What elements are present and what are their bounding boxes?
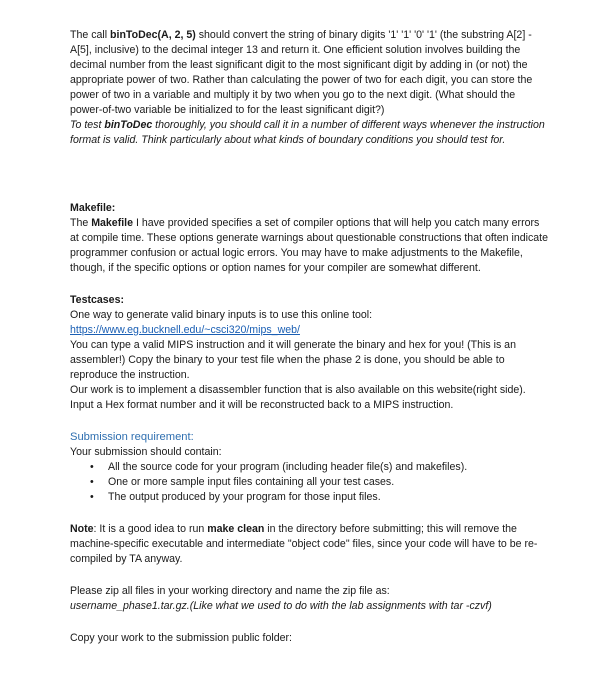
zip-instruction: Please zip all files in your working directory and name the zip file as: bbox=[70, 585, 390, 597]
function-name: binToDec bbox=[104, 119, 153, 131]
bullet-icon: • bbox=[90, 461, 94, 473]
makefile-paragraph: The Makefile I have provided specifies a set of compiler options that will help you catch many errors at compile time. These options generate warnings about questionable constructions that often indicate programmer confusion or actual logic errors. You may have to make adjustments to the Makefile, though, if the specific options or option names for your compiler are somewhat different. bbox=[70, 217, 548, 274]
intro-paragraph bbox=[70, 28, 548, 118]
testcases-paragraph: You can type a valid MIPS instruction and it will generate the binary and hex for you! (This is an assembler!) Copy the binary to your test file when the phase 2 is done, you should be able to reproduce the instruction. bbox=[70, 339, 516, 381]
testcases-heading: Testcases: bbox=[70, 294, 124, 306]
function-call: binToDec(A, 2, 5) bbox=[110, 29, 196, 41]
disassembler-paragraph: Our work is to implement a disassembler function that is also available on this website(right side). Input a Hex format number and it will be reconstructed back to a MIPS instruction. bbox=[70, 384, 526, 411]
note-label: Note bbox=[70, 523, 94, 535]
list-item: • The output produced by your program for those input files. bbox=[90, 491, 381, 503]
zip-filename-line: username_phase1.tar.gz.(Like what we used to do with the lab assignments with tar -czvf) bbox=[70, 600, 492, 612]
zip-filename: username_phase1.tar.gz. bbox=[70, 600, 190, 612]
make-clean-command: make clean bbox=[207, 523, 265, 535]
bullet-icon: • bbox=[90, 476, 94, 488]
testcases-line: One way to generate valid binary inputs is to use this online tool: bbox=[70, 309, 373, 321]
list-item: • One or more sample input files containing all your test cases. bbox=[90, 476, 395, 488]
copy-instruction: Copy your work to the submission public folder: bbox=[70, 632, 292, 644]
submission-list bbox=[70, 460, 548, 505]
submission-heading: Submission requirement: bbox=[70, 431, 194, 443]
document-page bbox=[70, 28, 548, 646]
intro-text: The call bbox=[70, 29, 111, 41]
assembler-link[interactable]: https://www.eg.bucknell.edu/~csci320/mips_web/ bbox=[70, 324, 300, 336]
bullet-icon: • bbox=[90, 491, 94, 503]
intro-text-cont: should convert the string of binary digits '1' '1' '0' '1' (the substring A[2] - A[5], inclusive) to the decimal integer 13 and return it. One efficient solution involves building the decimal number from the least significant digit to the most significant digit by adding in (or not) the appropriate power of two. Rather than calculating the power of two for each digit, you can store the power of two in a variable and multiply it by two when you go to the next digit. (What should the power-of-two variable be initialized to for the least significant digit?) bbox=[70, 29, 533, 116]
makefile-heading: Makefile: bbox=[70, 202, 116, 214]
test-instructions bbox=[70, 118, 548, 148]
test-text: To test bbox=[70, 119, 105, 131]
note-paragraph: Note: It is a good idea to run make clean in the directory before submitting; this will remove the machine-specific executable and intermediate "object code" files, since your code will have to be re-compiled by TA anyway. bbox=[70, 523, 538, 565]
makefile-name: Makefile bbox=[91, 217, 134, 229]
test-text-cont: thoroughly, you should call it in a number of different ways whenever the instruction format is valid. Think particularly about what kinds of boundary conditions you should test for. bbox=[70, 119, 545, 146]
submission-intro: Your submission should contain: bbox=[70, 446, 222, 458]
list-item: • All the source code for your program (including header file(s) and makefiles). bbox=[90, 461, 468, 473]
